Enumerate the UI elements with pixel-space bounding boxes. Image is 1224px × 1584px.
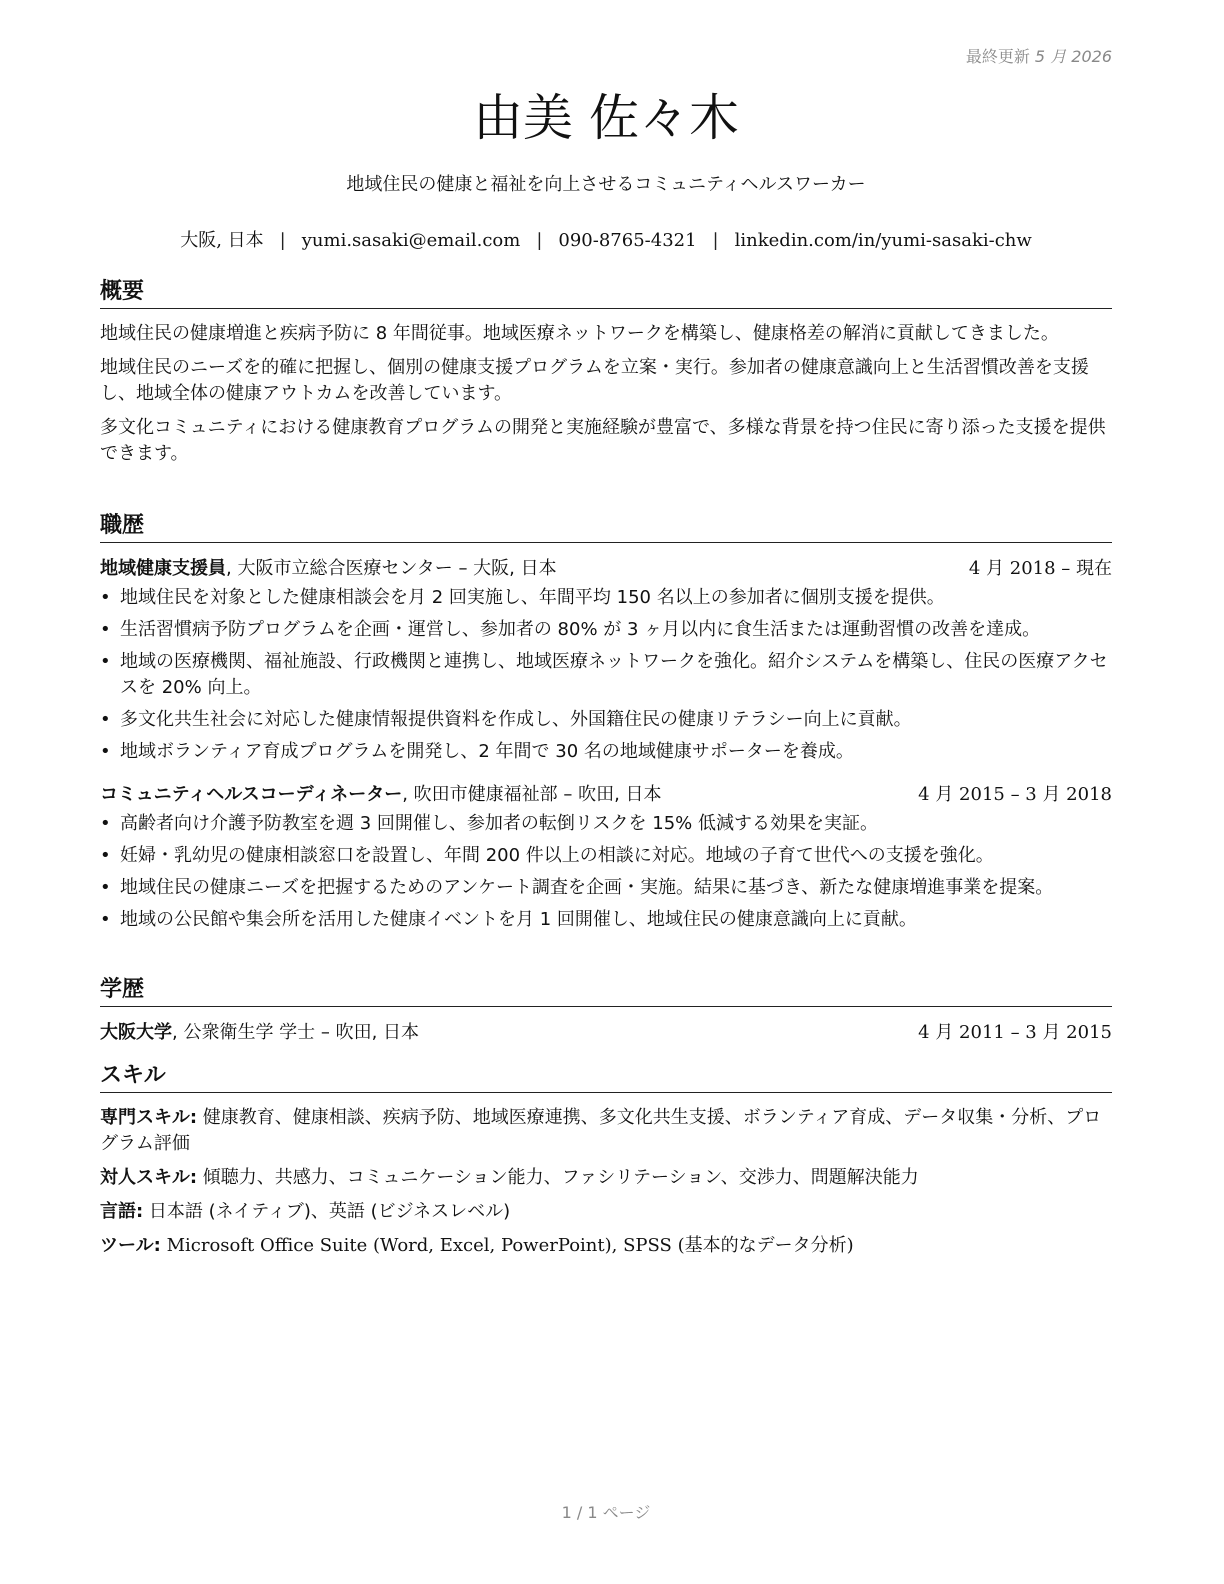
- job-org: , 吹田市健康福祉部 – 吹田, 日本: [402, 784, 662, 805]
- job-title-line: [100, 781, 662, 809]
- job-entry: [100, 781, 1112, 933]
- last-updated-date: 5 月 2026: [1034, 47, 1112, 66]
- job-bullets: [100, 585, 1112, 765]
- summary-paragraph: 多文化コミュニティにおける健康教育プログラムの開発と実施経験が豊富で、多様な背景を持つ住民に寄り添った支援を提供できます。: [100, 417, 1106, 464]
- job-role: 地域健康支援員: [100, 558, 226, 579]
- separator: |: [536, 230, 543, 251]
- contact-linkedin[interactable]: linkedin.com/in/yumi-sasaki-chw: [734, 230, 1032, 251]
- job-bullet: • 高齢者向け介護予防教室を週 3 回開催し、参加者の転倒リスクを 15% 低減する効果を実証。: [120, 811, 1112, 837]
- section-title-education: 学歴: [100, 976, 1112, 1007]
- education-dates: 4 月 2011 – 3 月 2015: [918, 1022, 1112, 1043]
- skill-row: [100, 1105, 1112, 1157]
- contact-line: [100, 226, 1112, 252]
- education-line: [100, 1019, 419, 1047]
- skill-label: 専門スキル:: [100, 1107, 198, 1128]
- job-bullet: • 地域住民を対象とした健康相談会を月 2 回実施し、年間平均 150 名以上の参加者に個別支援を提供。: [120, 585, 1112, 611]
- education-entry: [100, 1019, 1112, 1047]
- school-name: 大阪大学: [100, 1022, 172, 1043]
- last-updated-label: 最終更新: [965, 47, 1030, 66]
- tagline: 地域住民の健康と福祉を向上させるコミュニティヘルスワーカー: [346, 174, 866, 195]
- job-bullet: • 妊婦・乳幼児の健康相談窓口を設置し、年間 200 件以上の相談に対応。地域の子育て世代への支援を強化。: [120, 843, 1112, 869]
- job-dates: 4 月 2015 – 3 月 2018: [918, 784, 1112, 805]
- skill-value: Microsoft Office Suite (Word, Excel, PowerPoint), SPSS (基本的なデータ分析): [160, 1235, 854, 1256]
- section-title-skills: スキル: [100, 1062, 1112, 1093]
- job-bullets: [100, 811, 1112, 933]
- skill-row: [100, 1165, 1112, 1191]
- skill-value: 日本語 (ネイティブ)、英語 (ビジネスレベル): [143, 1201, 511, 1222]
- job-header: [100, 781, 1112, 809]
- job-org: , 大阪市立総合医療センター – 大阪, 日本: [226, 558, 557, 579]
- job-header: [100, 555, 1112, 583]
- job-role: コミュニティヘルスコーディネーター: [100, 784, 403, 805]
- job-bullet: • 地域ボランティア育成プログラムを開発し、2 年間で 30 名の地域健康サポーターを養成。: [120, 739, 1112, 765]
- skill-row: [100, 1233, 1112, 1259]
- job-bullet: • 地域住民の健康ニーズを把握するためのアンケート調査を企画・実施。結果に基づき、新たな健康増進事業を提案。: [120, 875, 1112, 901]
- job-dates: 4 月 2018 – 現在: [968, 558, 1112, 579]
- summary-section: [100, 278, 1112, 475]
- skill-label: 言語:: [100, 1201, 144, 1222]
- contact-email[interactable]: yumi.sasaki@email.com: [301, 230, 521, 251]
- contact-phone[interactable]: 090-8765-4321: [558, 230, 697, 251]
- job-entry: [100, 555, 1112, 765]
- summary-paragraph: 地域住民の健康増進と疾病予防に 8 年間従事。地域医療ネットワークを構築し、健康格差の解消に貢献してきました。: [100, 323, 1059, 344]
- separator: |: [712, 230, 719, 251]
- contact-location: 大阪, 日本: [180, 230, 264, 251]
- section-title-experience: 職歴: [100, 512, 1112, 543]
- resume-page: [100, 0, 1112, 1584]
- skill-label: ツール:: [100, 1235, 161, 1256]
- last-updated: [966, 44, 1112, 67]
- skill-value: 健康教育、健康相談、疾病予防、地域医療連携、多文化共生支援、ボランティア育成、データ収集・分析、プログラム評価: [100, 1107, 1102, 1154]
- section-title-summary: 概要: [100, 278, 1112, 309]
- skills-section: [100, 1062, 1112, 1267]
- degree-detail: , 公衆衛生学 学士 – 吹田, 日本: [172, 1022, 420, 1043]
- experience-section: [100, 512, 1112, 939]
- job-bullet: • 生活習慣病予防プログラムを企画・運営し、参加者の 80% が 3 ヶ月以内に食生活または運動習慣の改善を達成。: [120, 617, 1112, 643]
- summary-paragraph: 地域住民のニーズを的確に把握し、個別の健康支援プログラムを立案・実行。参加者の健康意識向上と生活習慣改善を支援し、地域全体の健康アウトカムを改善しています。: [100, 357, 1089, 404]
- skill-label: 対人スキル:: [100, 1167, 198, 1188]
- education-section: [100, 976, 1112, 1047]
- job-bullet: • 多文化共生社会に対応した健康情報提供資料を作成し、外国籍住民の健康リテラシー向上に貢献。: [120, 707, 1112, 733]
- separator: |: [279, 230, 286, 251]
- job-title-line: [100, 555, 557, 583]
- job-bullet: • 地域の医療機関、福祉施設、行政機関と連携し、地域医療ネットワークを強化。紹介システムを構築し、住民の医療アクセスを 20% 向上。: [120, 649, 1112, 701]
- skill-value: 傾聴力、共感力、コミュニケーション能力、ファシリテーション、交渉力、問題解決能力: [197, 1167, 919, 1188]
- page-number: 1 / 1 ページ: [561, 1503, 651, 1522]
- candidate-name: 由美 佐々木: [473, 89, 739, 147]
- job-bullet: • 地域の公民館や集会所を活用した健康イベントを月 1 回開催し、地域住民の健康意識向上に貢献。: [120, 907, 1112, 933]
- skill-row: [100, 1199, 1112, 1225]
